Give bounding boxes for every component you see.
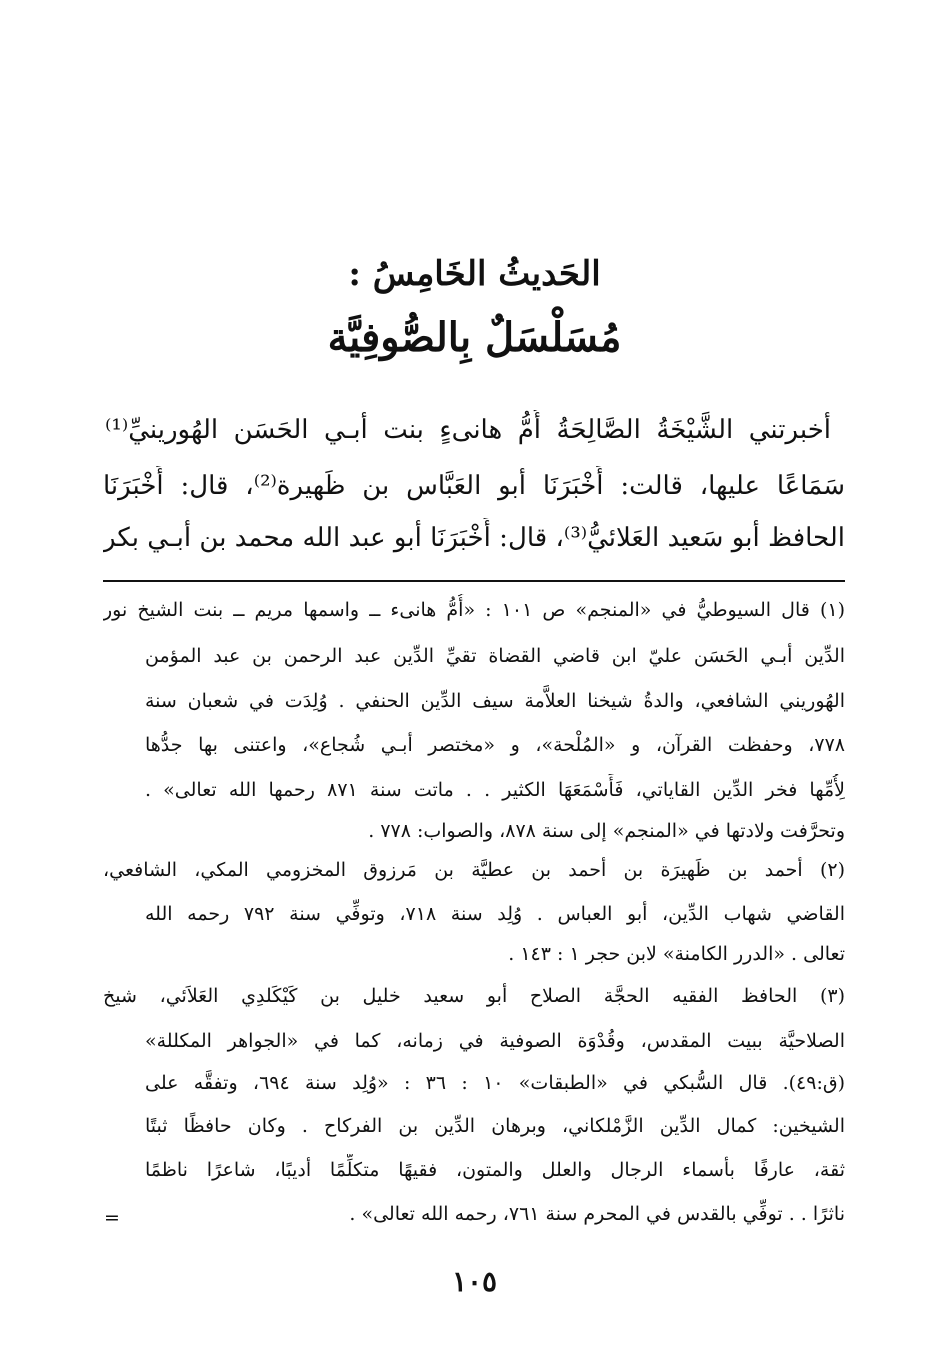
body-text-line: سَمَاعًا عليها، قالت: أَخْبَرَنَا أبو العَبَّاس بن ظَهيرة⁽²⁾، قال: أَخْبَرَنَا	[103, 471, 845, 501]
footnote-2-line	[103, 854, 845, 886]
footnote-2-line: تعالى . «الدرر الكامنة» لابن حجر ١ : ١٤٣ .	[508, 943, 845, 965]
footnote-3-marker: (٣)	[819, 985, 845, 1007]
footnote-3-line	[103, 980, 845, 1012]
footnote-1-line	[103, 594, 845, 626]
footnote-3-line: ثقة، عارفًا بأسماء الرجال والعلل والمتون، فقيهًا متكلِّمًا أديبًا، شاعرًا ناظمًا	[145, 1159, 845, 1181]
page-number: ١٠٥	[451, 1265, 498, 1298]
footnote-separator	[103, 580, 845, 582]
footnote-2-line: القاضي شهاب الدِّين، أبو العباس . وُلِد سنة ٧١٨، وتوفِّي سنة ٧٩٢ رحمه الله	[145, 903, 845, 925]
footnote-1-text: قال السيوطيُّ في «المنجم» ص ١٠١ : «أُمُّ هانىء ــ واسمها مريم ــ بنت الشيخ نور	[103, 599, 810, 621]
footnote-1-line: ٧٧٨، وحفظت القرآن، و «المُلْحة»، و «مختصر أبـي شُجاع»، واعتنى بها جدُّها	[145, 734, 845, 756]
body-text-line: الحافظ أبو سَعيد العَلائيُّ⁽³⁾، قال: أَخْبَرَنَا أبو عبد الله محمد بن أبـي بكر	[103, 523, 845, 553]
continuation-mark: =	[104, 1207, 120, 1229]
footnote-1-line: الهُوريني الشافعي، والدةُ شيخنا العلاَّمة سيف الدِّين الحنفي . وُلِدَت في شعبان سنة	[145, 690, 845, 712]
footnote-3-text: الحافظ الفقيه الحجَّة الصلاح أبو سعيد خليل بن كَيْكَلدِي العَلاَئي، شيخ	[103, 985, 798, 1007]
hadith-title: الحَديثُ الخَامِسُ :	[348, 254, 601, 294]
footnote-2-text: أحمد بن ظَهيرَة بن أحمد بن عطيَّة بن مَرزوق المخزومي المكي، الشافعي،	[103, 859, 803, 881]
footnote-3-line: ناثرًا . . توفِّي بالقدس في المحرم سنة ٧٦١، رحمه الله تعالى» .	[349, 1203, 845, 1225]
footnote-1-line: الدِّين أبـي الحَسَن عليّ ابن قاضي القضاة تقيِّ الدِّين عبد الرحمن بن عبد المؤمن	[145, 645, 845, 667]
footnote-1-line: لِأُمِّها فخر الدِّين القاياتي، فَأَسْمَعَهَا الكثير . . ماتت سنة ٨٧١ رحمها الله تعالى» .	[145, 779, 845, 801]
footnote-2-marker: (٢)	[819, 859, 845, 881]
body-text-line: أخبرتني الشَّيْخَةُ الصَّالِحَةُ أُمُّ هانىءٍ بنت أبـي الحَسَن الهُورينيِّ⁽¹⁾	[105, 415, 831, 445]
footnote-1-line: وتحرَّفت ولادتها في «المنجم» إلى سنة ٨٧٨، والصواب: ٧٧٨ .	[368, 820, 845, 842]
hadith-subtitle: مُسَلْسَلٌ بِالصُّوفِيَّة	[327, 314, 622, 361]
footnote-3-line: الصلاحيَّة ببيت المقدس، وقُدْوَة الصوفية في زمانه، كما في «الجواهر المكللة»	[145, 1030, 845, 1052]
footnote-3-line: (ق:٤٩). قال السُّبكي في «الطبقات» ١٠ : ٣٦ : «وُلِد سنة ٦٩٤، وتفقَّه على	[145, 1072, 845, 1094]
footnote-3-line: الشيخين: كمال الدِّين الزَّمْلكاني، وبرهان الدِّين بن الفركاح . وكان حافظًا ثبتًا	[145, 1115, 845, 1137]
footnote-1-marker: (١)	[819, 599, 845, 621]
